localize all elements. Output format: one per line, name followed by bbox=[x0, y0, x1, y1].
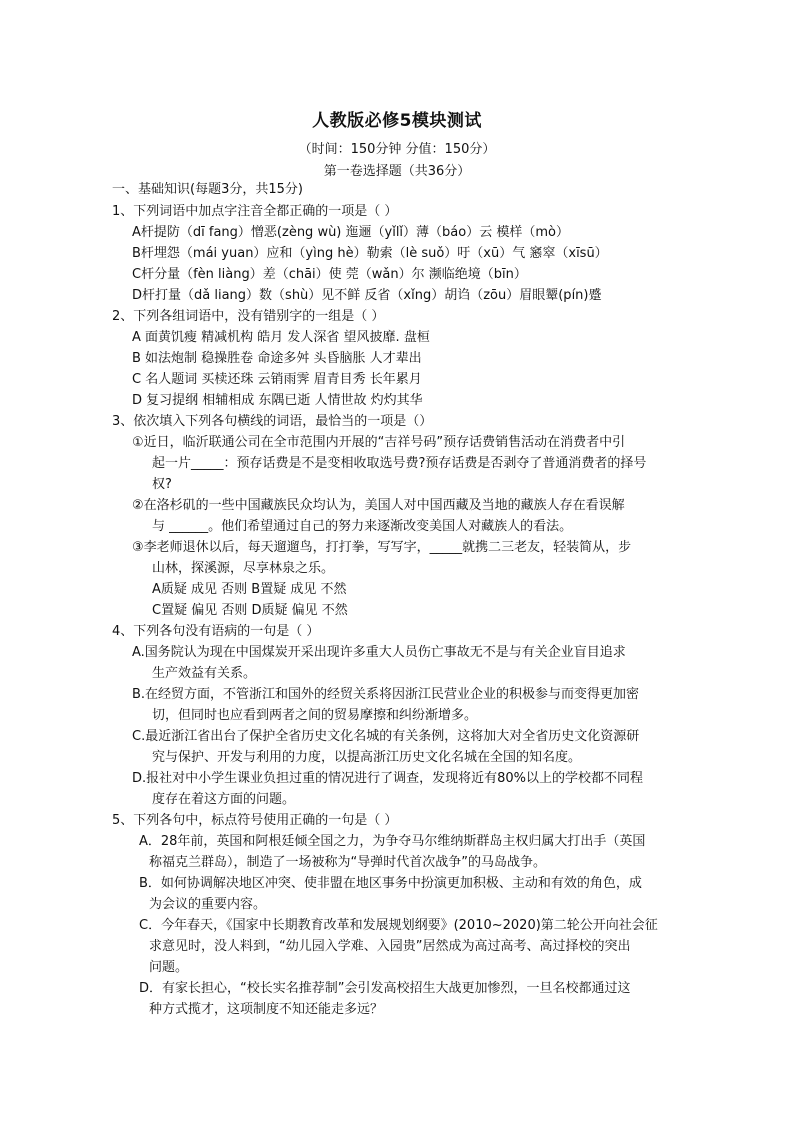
question-5-option-a-cont: 称福克兰群岛），制造了一场被称为“导弹时代首次战争”的马岛战争。 bbox=[149, 855, 546, 870]
question-4-option-b: B.在经贸方面，不管浙江和国外的经贸关系将因浙江民营业企业的积极参与而变得更加密 bbox=[132, 687, 640, 702]
question-5-option-d-cont: 种方式揽才，这项制度不知还能走多远？ bbox=[149, 1002, 384, 1017]
question-2-option-b: B 如法炮制 稳操胜卷 命途多舛 头昏脑胀 人才辈出 bbox=[132, 351, 422, 366]
section-heading: 一、基础知识(每题3分，共15分) bbox=[112, 182, 303, 197]
page-title: 人教版必修5模块测试 bbox=[312, 111, 482, 131]
question-3-sentence-2-cont: 与 ______。他们希望通过自己的努力来逐渐改变美国人对藏族人的看法。 bbox=[152, 519, 573, 534]
question-3-options-row-1: A质疑 成见 否则 B置疑 成见 不然 bbox=[152, 582, 347, 597]
question-3-sentence-1-cont: 起一片_____：预存话费是不是变相收取选号费?预存话费是否剥夺了普通消费者的择号 bbox=[152, 456, 647, 471]
question-4-option-c: C.最近浙江省出台了保护全省历史文化名城的有关条例，这将加大对全省历史文化资源研 bbox=[132, 729, 640, 744]
question-3-stem: 3、依次填入下列各句横线的词语，最恰当的一项是（） bbox=[112, 414, 433, 429]
question-3-sentence-3-cont: 山林，探溪源，尽享林泉之乐。 bbox=[152, 561, 335, 576]
question-4-option-c-cont: 究与保护、开发与利用的力度，以提高浙江历史文化名城在全国的知名度。 bbox=[152, 750, 582, 765]
question-3-sentence-2: ②在洛杉矶的一些中国藏族民众均认为，美国人对中国西藏及当地的藏族人存在看误解 bbox=[132, 498, 625, 513]
question-4-stem: 4、下列各句没有语病的一句是（ ） bbox=[112, 624, 320, 639]
question-2-option-c: C 名人题词 买椟还珠 云销雨霁 眉青目秀 长年累月 bbox=[132, 372, 422, 387]
question-4-option-a: A.国务院认为现在中国煤炭开采出现许多重大人员伤亡事故无不是与有关企业盲目追求 bbox=[132, 645, 626, 660]
question-5-option-a: A．28年前，英国和阿根廷倾全国之力，为争夺马尔维纳斯群岛主权归属大打出手（英国 bbox=[139, 834, 646, 849]
question-2-stem: 2、下列各组词语中，没有错别字的一组是（ ） bbox=[112, 309, 385, 324]
question-1-stem: 1、下列词语中加点字注音全都正确的一项是（ ） bbox=[112, 204, 398, 219]
question-5-stem: 5、下列各句中，标点符号使用正确的一句是（ ） bbox=[112, 813, 398, 828]
question-5-option-d: D．有家长担心，“校长实名推荐制”会引发高校招生大战更加惨烈，一旦名校都通过这 bbox=[139, 981, 631, 996]
question-5-option-c-cont: 问题。 bbox=[149, 960, 189, 975]
question-2-option-d: D 复习提纲 相辅相成 东隅已逝 人情世故 灼灼其华 bbox=[132, 393, 423, 408]
question-5-option-b: B．如何协调解决地区冲突、使非盟在地区事务中扮演更加积极、主动和有效的角色，成 bbox=[139, 876, 642, 891]
question-4-option-d-cont: 度存在着这方面的问题。 bbox=[152, 792, 296, 807]
question-3-sentence-1: ①近日，临沂联通公司在全市范围内开展的“吉祥号码”预存话费销售活动在消费者中引 bbox=[132, 435, 626, 450]
question-5-option-c: C．今年春天，《国家中长期教育改革和发展规划纲要》(2010~2020)第二轮公开向社会征 bbox=[139, 918, 658, 933]
question-4-option-a-cont: 生产效益有关系。 bbox=[152, 666, 257, 681]
question-1-option-b: B杆埋怨（mái yuan）应和（yìng hè）勒索（lè suǒ）吁（xū）气 窸窣（xīsū） bbox=[132, 246, 608, 261]
question-4-option-d: D.报社对中小学生课业负担过重的情况进行了调查，发现将近有80%以上的学校都不同程 bbox=[132, 771, 644, 786]
volume-heading: 第一卷选择题（共36分） bbox=[323, 164, 471, 179]
question-1-option-d: D杆打量（dǎ liang）数（shù）见不鲜 反省（xǐng）胡诌（zōu）眉眼颦(pín)蹙 bbox=[132, 288, 602, 303]
question-5-option-c-cont: 求意见时，没人料到，“幼儿园入学难、入园贵”居然成为高过高考、高过择校的突出 bbox=[149, 939, 631, 954]
question-4-option-b-cont: 切，但同时也应看到两者之间的贸易摩擦和纠纷渐增多。 bbox=[152, 708, 478, 723]
question-3-sentence-1-cont: 权? bbox=[152, 477, 172, 492]
exam-time-score: （时间：150分钟 分值：150分） bbox=[298, 142, 496, 157]
question-3-options-row-2: C置疑 偏见 否则 D质疑 偏见 不然 bbox=[152, 603, 348, 618]
question-5-option-b-cont: 为会议的重要内容。 bbox=[149, 897, 267, 912]
question-3-sentence-3: ③李老师退休以后，每天遛遛鸟，打打拳，写写字，_____就携二三老友，轻装简从，步 bbox=[132, 540, 632, 555]
question-1-option-a: A杆提防（dī fang）憎恶(zèng wù) 迤逦（yǐlǐ）薄（báo）云 模样（mò） bbox=[132, 225, 569, 240]
question-2-option-a: A 面黄饥瘦 精减机构 皓月 发人深省 望风披靡. 盘桓 bbox=[132, 330, 430, 345]
question-1-option-c: C杆分量（fèn liàng）差（chāi）使 莞（wǎn）尔 濒临绝境（bīn） bbox=[132, 267, 527, 282]
